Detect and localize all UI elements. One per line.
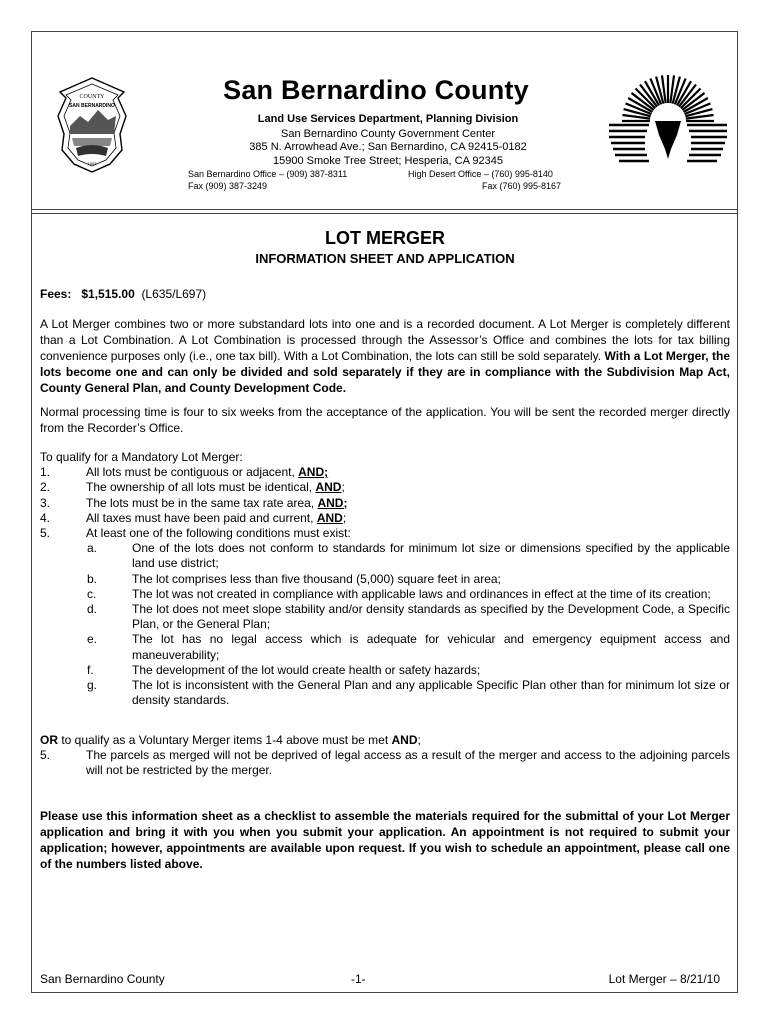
condition-item [40,572,730,587]
mandatory-item [40,526,730,541]
voluntary-item [40,748,730,778]
sb-office-phone: San Bernardino Office – (909) 387-8311 [188,169,348,179]
mandatory-item-number: 3. [40,495,51,510]
county-seal-logo [52,76,132,174]
seal-county-text: COUNTY [79,94,105,100]
mandatory-item-body: The lots must be in the same tax rate area, [86,495,315,510]
condition-text: The lot comprises less than five thousand (5,000) square feet in area; [132,571,501,586]
fees-line [40,287,206,301]
footer-right: Lot Merger – 8/21/10 [608,972,720,986]
mandatory-item-and: AND [316,510,343,525]
condition-item [40,678,730,708]
mandatory-item-and: AND; [298,465,329,480]
intro-text: A Lot Merger combines two or more substandard lots into one and is a recorded document. A Lot Merger is completely different than a Lot Combination. A Lot Combination is processed through the Assessor’s Office and combines the lots for tax billing convenience purposes only (i.e., one tax bill). With a Lot Combination, the lots can still be sold separately. [40,317,730,363]
mandatory-item-text [86,496,347,511]
condition-item [40,632,730,662]
department-name: Land Use Services Department, Planning Division [257,113,519,125]
hd-office-fax: Fax (760) 995-8167 [482,181,562,191]
intro-paragraph [40,316,730,396]
mandatory-item-body: The ownership of all lots must be identical, [86,480,313,495]
address-line-2: 385 N. Arrowhead Ave.; San Bernardino, CA 92415-0182 [249,141,527,153]
mandatory-item-text [86,480,345,495]
condition-text: The lot does not meet slope stability and/or density standards as specified by the Development Code, a Specific Plan, or the General Plan; [132,602,730,632]
mandatory-item-body: All lots must be contiguous or adjacent, [86,465,295,480]
condition-text: The lot is inconsistent with the General Plan and any applicable Specific Plan other than for minimum lot size or density standards. [132,678,730,708]
address-line-3: 15900 Smoke Tree Street; Hesperia, CA 92345 [273,155,503,167]
mandatory-item-text [86,465,328,480]
footer-page-number: -1- [351,972,366,986]
condition-letter: b. [87,571,98,586]
condition-letter: a. [87,541,98,556]
condition-text: The lot has no legal access which is adequate for vehicular and emergency equipment access and maneuverability; [132,632,730,662]
document-subtitle: INFORMATION SHEET AND APPLICATION [255,251,515,266]
condition-item [40,587,730,602]
sb-office-fax: Fax (909) 387-3249 [188,181,268,191]
mandatory-item-body: All taxes must have been paid and current, [86,510,314,525]
mandatory-item [40,511,730,526]
mandatory-item-body: At least one of the following conditions must exist: [86,526,351,541]
voluntary-item-number: 5. [40,748,51,763]
voluntary-and: AND [391,733,418,747]
condition-text: The development of the lot would create health or safety hazards; [132,662,481,677]
mandatory-merger-list [40,450,730,708]
footer-left: San Bernardino County [40,972,165,986]
intro-bold-text: With a Lot Merger, the lots become one and can only be divided and sold separately if they are in compliance with the Subdivision Map Act, County General Plan, and County Development Code. [40,349,730,395]
voluntary-end: ; [417,733,421,747]
mandatory-item [40,496,730,511]
mandatory-item [40,480,730,495]
mandatory-item-and: AND; [317,495,348,510]
condition-item [40,541,730,571]
condition-letter: f. [87,662,94,677]
condition-letter: c. [87,586,97,601]
condition-text: The lot was not created in compliance with applicable laws and ordinances in effect at the time of its creation; [132,586,711,601]
mandatory-item-number: 1. [40,465,51,480]
voluntary-intro [40,733,730,748]
mandatory-item-number: 5. [40,526,51,541]
condition-letter: e. [87,632,98,647]
county-name-heading: San Bernardino County [223,75,529,105]
fees-amount: $1,515.00 [81,287,135,301]
mandatory-item-number: 4. [40,510,51,525]
mandatory-item-and: AND [315,480,342,495]
voluntary-merger-section [40,733,730,779]
voluntary-item-text: The parcels as merged will not be deprived of legal access as a result of the merger and access to the adjoining parcels will not be restricted by the merger. [86,748,730,778]
mandatory-item-number: 2. [40,480,51,495]
seal-name-text: SAN BERNARDINO [69,103,115,109]
address-line-1: San Bernardino County Government Center [280,128,495,140]
mandatory-item [40,465,730,480]
condition-item [40,663,730,678]
condition-letter: d. [87,602,98,617]
seal-year-text: 1853 [87,161,97,166]
sunrise-arrowhead-logo [609,73,727,173]
fees-label: Fees: [40,287,72,301]
document-title: LOT MERGER [325,228,445,248]
condition-text: One of the lots does not conform to standards for minimum lot size or dimensions specified by the applicable land use district; [132,541,730,571]
processing-paragraph: Normal processing time is four to six weeks from the acceptance of the application. You will be sent the recorded merger directly from the Recorder’s Office. [40,405,730,435]
checklist-note: Please use this information sheet as a checklist to assemble the materials required for the submittal of your Lot Merger application and bring it with you when you submit your application. An appointment is not required to submit your application; however, appointments are available upon request. If you wish to schedule an appointment, please call one of the numbers listed above. [40,809,730,871]
hd-office-phone: High Desert Office – (760) 995-8140 [408,169,553,179]
condition-letter: g. [87,678,98,693]
condition-item [40,602,730,632]
fees-codes: (L635/L697) [141,287,207,301]
mandatory-item-text [86,526,351,541]
mandatory-intro: To qualify for a Mandatory Lot Merger: [40,450,243,464]
voluntary-text: to qualify as a Voluntary Merger items 1-4 above must be met [58,733,392,747]
mandatory-item-text [86,511,346,526]
voluntary-or: OR [40,733,58,747]
mandatory-item-end: ; [342,510,347,525]
mandatory-item-end: ; [341,480,345,495]
header-separator [31,209,738,214]
